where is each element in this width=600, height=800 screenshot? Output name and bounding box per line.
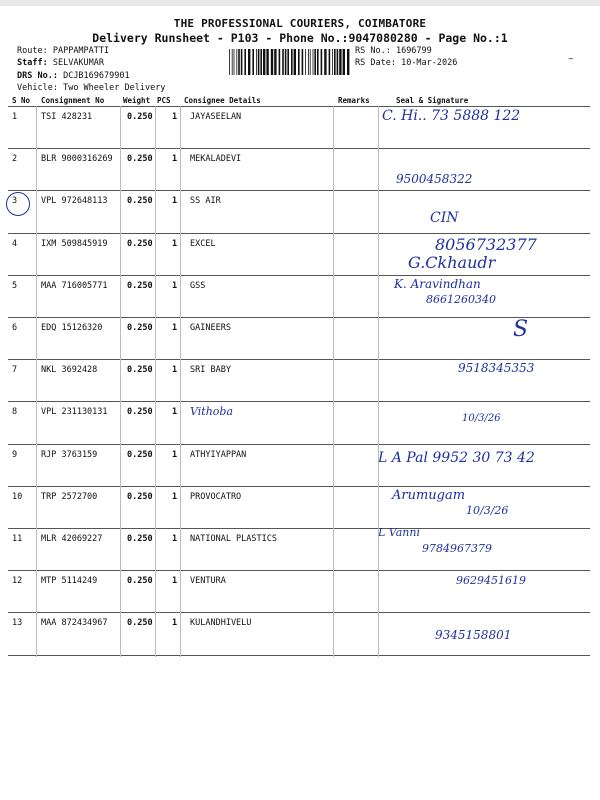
weight-value: 0.250	[127, 534, 153, 544]
column-divider	[36, 106, 37, 657]
barcode-bar	[260, 49, 262, 75]
barcode-bar	[324, 49, 326, 75]
consignee-name: SRI BABY	[190, 365, 231, 376]
row-divider	[8, 317, 590, 318]
vehicle-line	[17, 83, 165, 93]
table-row	[0, 108, 600, 150]
barcode-bar	[317, 49, 319, 75]
signature-handwriting: 9518345353	[458, 361, 535, 376]
barcode-bar	[248, 49, 250, 75]
pcs-value: 1	[172, 576, 178, 587]
pcs-value: 1	[172, 407, 178, 418]
table-row	[0, 446, 600, 488]
weight-value: 0.250	[127, 154, 153, 165]
rs-date-value: 10-Mar-2026	[401, 58, 458, 68]
consignee-name: GAINEERS	[190, 323, 231, 333]
consignment-number: TSI 428231	[41, 112, 93, 122]
col-header-consignee: Consignee Details	[184, 96, 261, 105]
consignment-number: MLR 42069227	[41, 534, 103, 544]
consignee-name: ATHYIYAPPAN	[190, 449, 247, 460]
barcode-bar	[298, 49, 300, 75]
row-sno: 8	[12, 407, 18, 418]
pcs-value: 1	[172, 449, 178, 460]
row-sno: 12	[12, 576, 23, 587]
consignment-number: BLR 9000316269	[41, 154, 113, 165]
barcode-bar	[313, 49, 314, 75]
staff-value: SELVAKUMAR	[52, 58, 105, 68]
weight-value: 0.250	[127, 280, 153, 291]
weight-value: 0.250	[127, 491, 153, 502]
rs-date-label: RS Date:	[355, 58, 396, 68]
barcode-bar	[334, 49, 336, 75]
barcode-bar	[266, 49, 268, 75]
weight-value: 0.250	[127, 618, 153, 629]
company-title: THE PROFESSIONAL COURIERS, COIMBATORE	[173, 17, 427, 30]
table-row	[0, 361, 600, 403]
barcode-bar	[305, 49, 306, 75]
pcs-value: 1	[172, 365, 178, 376]
barcode-bar	[332, 49, 333, 75]
row-divider	[8, 444, 590, 445]
header-rule	[8, 106, 590, 107]
column-divider	[333, 106, 334, 657]
barcode-bar	[238, 49, 240, 75]
row-divider	[8, 148, 590, 149]
row-sno: 13	[12, 618, 23, 629]
barcode-bar	[339, 49, 341, 75]
column-divider	[155, 106, 156, 657]
signature-handwriting: S	[513, 317, 529, 342]
signature-handwriting: CIN	[430, 210, 459, 227]
row-divider	[8, 233, 590, 234]
consignee-name: KULANDHIVELU	[190, 618, 252, 629]
consignment-number: NKL 3692428	[41, 365, 98, 376]
pcs-value: 1	[172, 491, 178, 502]
row-sno: 6	[12, 323, 18, 333]
signature-handwriting: C. Hi.. 73 5888 122	[382, 108, 521, 124]
barcode-bar	[241, 49, 243, 75]
table-row	[0, 614, 600, 656]
row-sno: 11	[12, 534, 23, 544]
barcode-bar	[271, 49, 273, 75]
barcode-bar	[234, 49, 235, 75]
handwritten-circle-mark	[6, 192, 30, 216]
barcode-bar	[291, 49, 293, 75]
row-divider	[8, 612, 590, 613]
table-row	[0, 192, 600, 234]
weight-value: 0.250	[127, 238, 153, 249]
vehicle-label: Vehicle:	[17, 83, 58, 93]
barcode-bar	[229, 49, 230, 75]
pcs-value: 1	[172, 323, 178, 333]
route-label: Route:	[17, 46, 48, 56]
column-divider	[120, 106, 121, 657]
signature-handwriting-extra: 9784967379	[422, 542, 492, 555]
table-row	[0, 526, 600, 572]
barcode-bar	[279, 49, 281, 75]
row-divider	[8, 486, 590, 487]
col-header-consignment: Consignment No	[41, 96, 105, 105]
pcs-value: 1	[172, 618, 178, 629]
barcode-bar	[252, 49, 254, 75]
signature-handwriting: Arumugam	[392, 487, 466, 503]
consignee-name: MEKALADEVI	[190, 154, 242, 165]
row-sno: 2	[12, 154, 18, 165]
row-divider	[8, 528, 590, 529]
table-row	[0, 572, 600, 614]
weight-value: 0.250	[127, 576, 153, 587]
barcode-bar	[308, 49, 309, 75]
weight-value: 0.250	[127, 407, 153, 418]
table-row	[0, 150, 600, 192]
row-divider	[8, 655, 590, 656]
drs-value: DCJB169679901	[63, 71, 130, 81]
col-header-pcs: PCS	[157, 96, 171, 105]
pcs-value: 1	[172, 280, 178, 291]
col-header-sno: S No	[12, 96, 31, 105]
drs-label: DRS No.:	[17, 71, 58, 81]
pcs-value: 1	[172, 534, 178, 544]
row-divider	[8, 275, 590, 276]
drs-line	[17, 71, 130, 81]
barcode-bar	[236, 49, 237, 75]
barcode-bar	[310, 49, 311, 75]
consignment-number: VPL 231130131	[41, 407, 108, 418]
barcode-bar	[258, 49, 260, 75]
rs-no-line	[355, 46, 432, 56]
col-header-signature: Seal & Signature	[396, 96, 469, 105]
rs-date-line	[355, 58, 457, 68]
barcode-bar	[287, 49, 289, 75]
consignee-name: JAYASEELAN	[190, 112, 242, 122]
weight-value: 0.250	[127, 196, 153, 207]
route-line	[17, 46, 109, 56]
consignment-number: TRP 2572700	[41, 491, 98, 502]
consignee-name: GSS	[190, 280, 206, 291]
row-divider	[8, 190, 590, 191]
barcode-bar	[343, 49, 345, 75]
staff-line	[17, 58, 104, 68]
route-value: PAPPAMPATTI	[52, 46, 110, 56]
row-sno: 10	[12, 491, 23, 502]
signature-handwriting-extra: 8661260340	[426, 292, 496, 306]
consignee-name: SS AIR	[190, 196, 221, 207]
consignment-number: MAA 716005771	[41, 280, 108, 291]
signature-handwriting: L Vanni	[378, 526, 420, 539]
signature-handwriting: K. Aravindhan	[394, 276, 481, 291]
row-sno: 7	[12, 365, 18, 376]
col-header-remarks: Remarks	[338, 96, 370, 105]
weight-value: 0.250	[127, 449, 153, 460]
barcode-bar	[314, 49, 316, 75]
pcs-value: 1	[172, 196, 178, 207]
rs-no-value: 1696799	[395, 46, 432, 56]
row-sno: 5	[12, 280, 18, 291]
consignment-number: EDQ 15126320	[41, 323, 103, 333]
consignee-name: EXCEL	[190, 238, 216, 249]
signature-handwriting: L A Pal 9952 30 73 42	[378, 449, 535, 466]
table-row	[0, 403, 600, 445]
pcs-value: 1	[172, 154, 178, 165]
signature-handwriting: 9345158801	[435, 628, 512, 643]
pen-mark: –	[568, 52, 574, 65]
barcode-bar	[329, 49, 331, 75]
column-divider	[180, 106, 181, 657]
signature-handwriting: 10/3/26	[462, 413, 501, 425]
barcode-bar	[263, 49, 265, 75]
consignment-number: MTP 5114249	[41, 576, 98, 587]
barcode-bar	[294, 49, 296, 75]
barcode-bar	[321, 49, 323, 75]
barcode-bar	[256, 49, 257, 75]
barcode-bar	[285, 49, 287, 75]
table-row	[0, 319, 600, 361]
column-divider	[378, 106, 379, 657]
consignment-number: RJP 3763159	[41, 449, 98, 460]
runsheet-subtitle: Delivery Runsheet - P103 - Phone No.:9047080280 - Page No.:1	[92, 31, 508, 45]
barcode-bar	[274, 49, 276, 75]
table-row	[0, 235, 600, 277]
consignee-name: Vithoba	[190, 405, 233, 419]
consignment-number: MAA 872434967	[41, 618, 108, 629]
signature-handwriting-extra: 10/3/26	[466, 503, 509, 517]
barcode-bar	[347, 49, 349, 75]
weight-value: 0.250	[127, 323, 153, 333]
signature-handwriting: 9629451619	[456, 574, 526, 588]
barcode-bar	[244, 49, 246, 75]
consignment-number: IXM 509845919	[41, 238, 108, 249]
scan-top-edge	[0, 0, 600, 6]
signature-handwriting: 8056732377	[435, 234, 537, 254]
signature-handwriting-extra: G.Ckhaudr	[408, 252, 496, 272]
col-header-weight: Weight	[123, 96, 151, 105]
signature-handwriting: 9500458322	[396, 172, 473, 187]
row-sno: 9	[12, 449, 18, 460]
row-sno: 3	[12, 196, 18, 207]
row-divider	[8, 570, 590, 571]
weight-value: 0.250	[127, 112, 153, 122]
rs-no-label: RS No.:	[355, 46, 391, 56]
row-divider	[8, 401, 590, 402]
row-divider	[8, 359, 590, 360]
table-row	[0, 488, 600, 530]
row-sno: 1	[12, 112, 18, 122]
consignee-name: VENTURA	[190, 576, 226, 587]
barcode-bar	[282, 49, 284, 75]
row-sno: 4	[12, 238, 18, 249]
consignee-name: NATIONAL PLASTICS	[190, 534, 277, 544]
consignee-name: PROVOCATRO	[190, 491, 242, 502]
barcode-bar	[337, 49, 339, 75]
vehicle-value: Two Wheeler Delivery	[63, 83, 166, 93]
barcode-bar	[232, 49, 233, 75]
barcode-bar	[302, 49, 304, 75]
pcs-value: 1	[172, 238, 178, 249]
staff-label: Staff:	[17, 58, 48, 68]
table-row	[0, 277, 600, 319]
barcode-image	[228, 49, 350, 75]
consignment-number: VPL 972648113	[41, 196, 108, 207]
pcs-value: 1	[172, 112, 178, 122]
weight-value: 0.250	[127, 365, 153, 376]
